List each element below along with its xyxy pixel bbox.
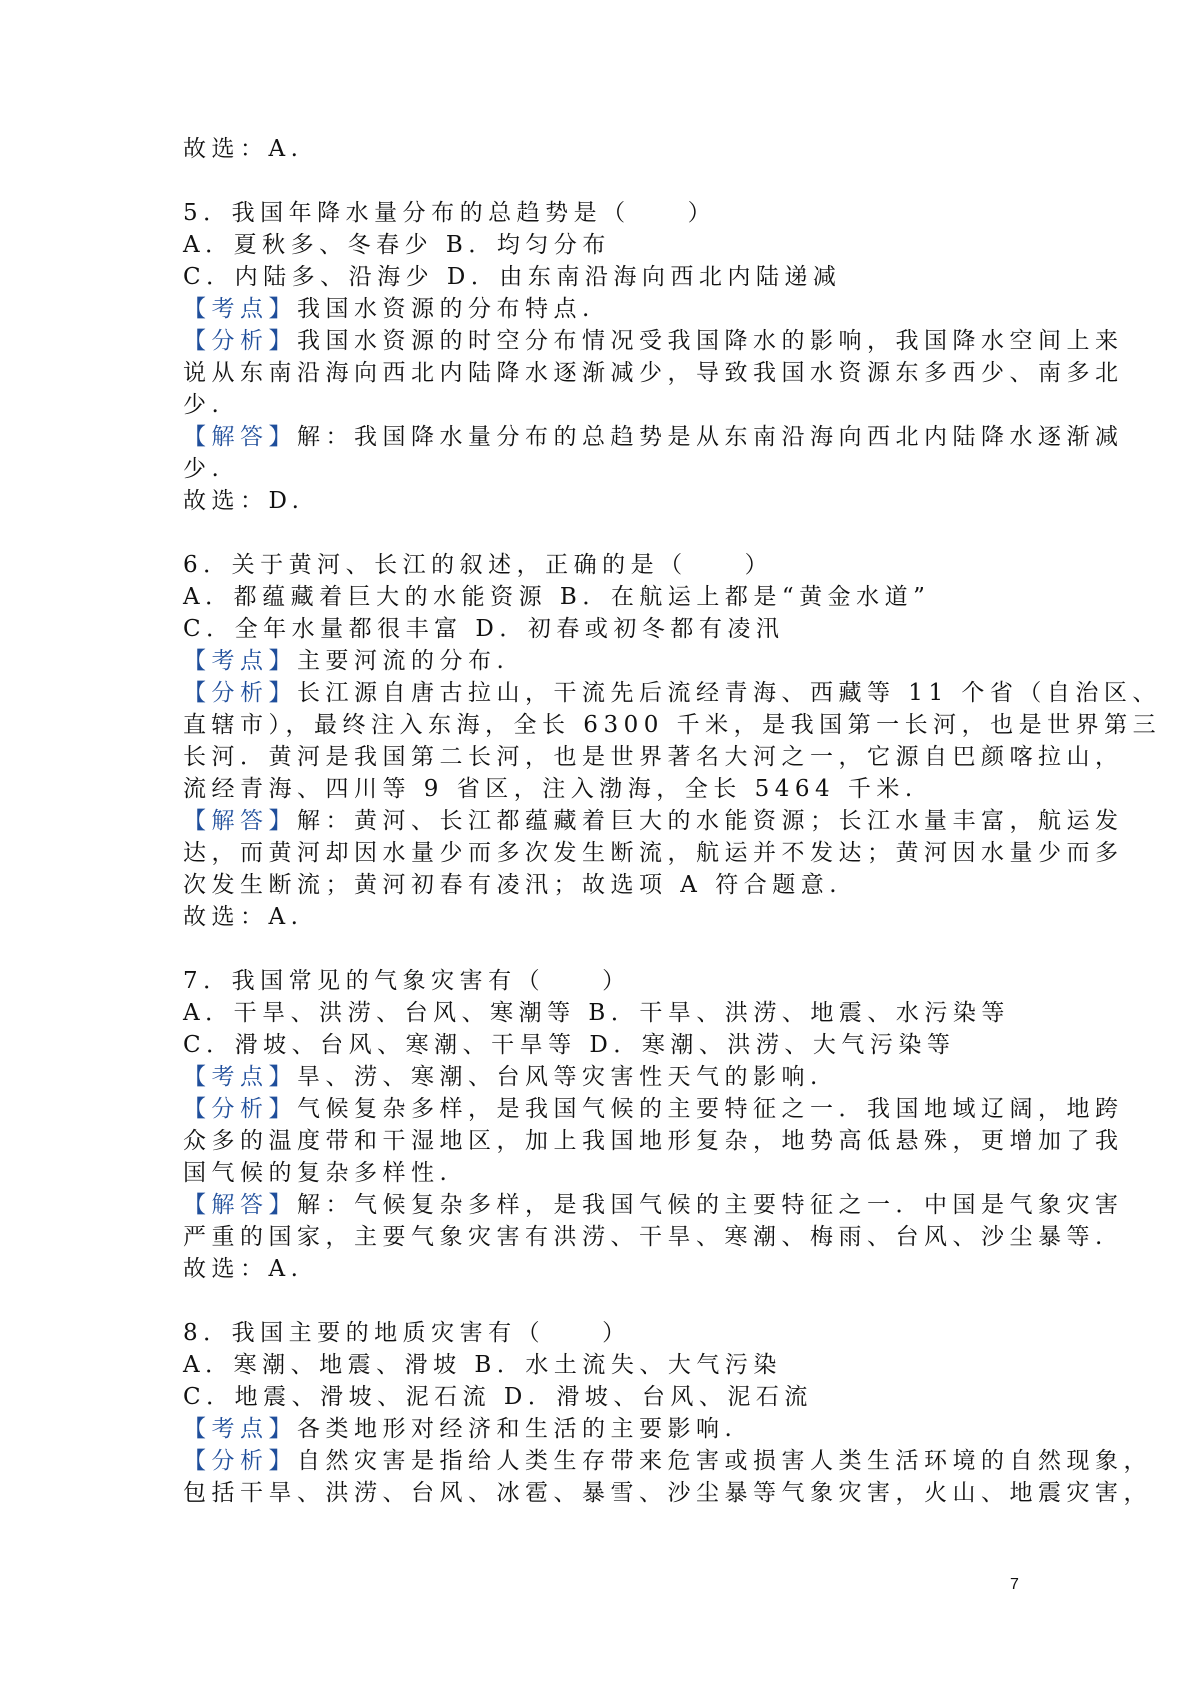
section-tag: 【分析】 — [183, 328, 297, 354]
section-tag: 【解答】 — [183, 1192, 297, 1218]
text-line — [183, 1061, 1033, 1093]
section-tag: 【分析】 — [183, 680, 297, 706]
text-line: C．地震、滑坡、泥石流 D．滑坡、台风、泥石流 — [183, 1384, 813, 1410]
text-line: 少. — [183, 392, 225, 418]
text-line: 包括干旱、洪涝、台风、冰雹、暴雪、沙尘暴等气象灾害，火山、地震灾害， — [183, 1480, 1152, 1506]
line-body: 解：气候复杂多样，是我国气候的主要特征之一．中国是气象灾害 — [297, 1192, 1124, 1218]
text-line: 众多的温度带和干湿地区，加上我国地形复杂，地势高低悬殊，更增加了我 — [183, 1128, 1124, 1154]
text-line: 7．我国常见的气象灾害有（ ） — [183, 968, 631, 994]
line-body: 自然灾害是指给人类生存带来危害或损害人类生活环境的自然现象， — [297, 1448, 1152, 1474]
line-body: 各类地形对经济和生活的主要影响. — [297, 1416, 738, 1442]
text-line: 8．我国主要的地质灾害有（ ） — [183, 1320, 631, 1346]
page-number: 7 — [1010, 1576, 1019, 1593]
text-line: 故选：A. — [183, 136, 304, 162]
text-line: A．夏秋多、冬春少 B．均匀分布 — [183, 232, 611, 258]
line-body: 我国水资源的分布特点. — [297, 296, 595, 322]
section-tag: 【考点】 — [183, 648, 297, 674]
text-line — [183, 421, 1124, 453]
text-line: A．干旱、洪涝、台风、寒潮等 B．干旱、洪涝、地震、水污染等 — [183, 1000, 1010, 1026]
text-line — [183, 1445, 1152, 1477]
text-line — [183, 293, 1033, 325]
text-line: 故选：D. — [183, 488, 305, 514]
text-line: 少. — [183, 456, 225, 482]
section-tag: 【分析】 — [183, 1096, 297, 1122]
section-tag: 【解答】 — [183, 424, 297, 450]
text-line — [183, 805, 1124, 837]
text-line — [183, 325, 1124, 357]
text-line: C．全年水量都很丰富 D．初春或初冬都有凌汛 — [183, 616, 785, 642]
text-line: 5．我国年降水量分布的总趋势是（ ） — [183, 200, 717, 226]
text-line — [183, 645, 1033, 677]
text-line: 次发生断流；黄河初春有凌汛；故选项 A 符合题意. — [183, 872, 843, 898]
line-body: 解：我国降水量分布的总趋势是从东南沿海向西北内陆降水逐渐减 — [297, 424, 1124, 450]
text-line: 严重的国家，主要气象灾害有洪涝、干旱、寒潮、梅雨、台风、沙尘暴等. — [183, 1224, 1108, 1250]
text-line: C．滑坡、台风、寒潮、干旱等 D．寒潮、洪涝、大气污染等 — [183, 1032, 956, 1058]
text-line: 故选：A. — [183, 904, 304, 930]
line-body: 解：黄河、长江都蕴藏着巨大的水能资源；长江水量丰富，航运发 — [297, 808, 1124, 834]
text-line: A．寒潮、地震、滑坡 B．水土流失、大气污染 — [183, 1352, 782, 1378]
text-line: 说从东南沿海向西北内陆降水逐渐减少，导致我国水资源东多西少、南多北 — [183, 360, 1124, 386]
text-line: 长河．黄河是我国第二长河，也是世界著名大河之一，它源自巴颜喀拉山， — [183, 744, 1124, 770]
text-line — [183, 1413, 1033, 1445]
text-line — [183, 1189, 1124, 1221]
text-line: 6．关于黄河、长江的叙述，正确的是（ ） — [183, 552, 774, 578]
text-line: C．内陆多、沿海少 D．由东南沿海向西北内陆递减 — [183, 264, 842, 290]
section-tag: 【解答】 — [183, 808, 297, 834]
text-line: 故选：A. — [183, 1256, 304, 1282]
line-body: 气候复杂多样，是我国气候的主要特征之一．我国地域辽阔，地跨 — [297, 1096, 1124, 1122]
text-line — [183, 677, 1161, 709]
text-line — [183, 1093, 1124, 1125]
section-tag: 【分析】 — [183, 1448, 297, 1474]
line-body: 主要河流的分布. — [297, 648, 510, 674]
text-line: A．都蕴藏着巨大的水能资源 B．在航运上都是“黄金水道” — [183, 584, 931, 610]
line-body: 我国水资源的时空分布情况受我国降水的影响，我国降水空间上来 — [297, 328, 1124, 354]
text-line: 国气候的复杂多样性. — [183, 1160, 453, 1186]
section-tag: 【考点】 — [183, 1064, 297, 1090]
section-tag: 【考点】 — [183, 1416, 297, 1442]
text-line: 流经青海、四川等 9 省区，注入渤海，全长 5464 千米. — [183, 776, 918, 802]
line-body: 长江源自唐古拉山，干流先后流经青海、西藏等 11 个省（自治区、 — [297, 680, 1161, 706]
text-line: 直辖市），最终注入东海，全长 6300 千米，是我国第一长河，也是世界第三 — [183, 712, 1162, 738]
section-tag: 【考点】 — [183, 296, 297, 322]
text-line: 达，而黄河却因水量少而多次发生断流，航运并不发达；黄河因水量少而多 — [183, 840, 1124, 866]
line-body: 旱、涝、寒潮、台风等灾害性天气的影响. — [297, 1064, 823, 1090]
